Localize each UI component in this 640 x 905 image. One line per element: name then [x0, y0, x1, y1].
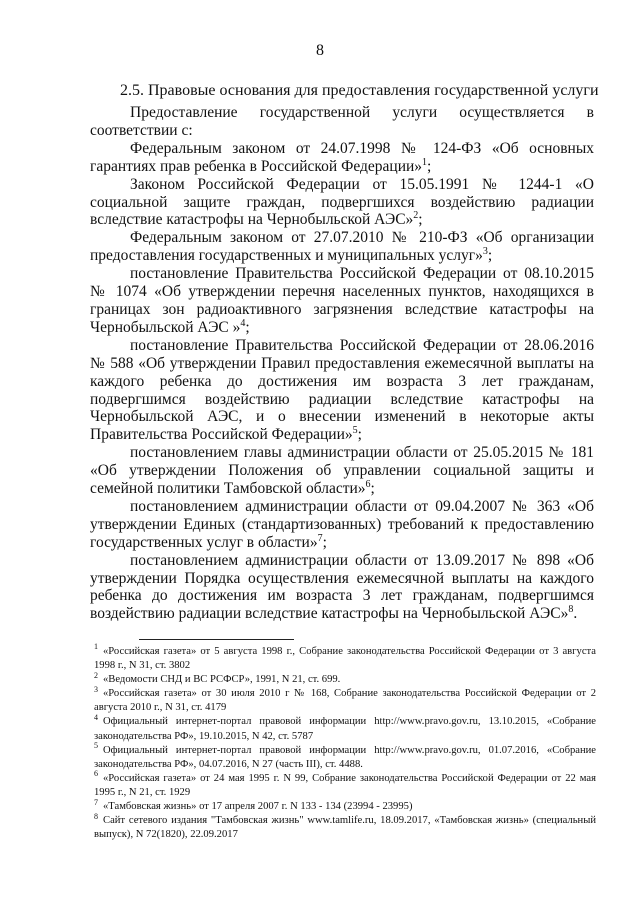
- footnote-text: «Ведомости СНД и ВС РСФСР», 1991, N 21, ст. 699.: [103, 674, 341, 686]
- footnote-separator: [139, 639, 294, 640]
- legal-basis-item: [90, 140, 594, 176]
- footnote-ref: 1: [422, 156, 428, 168]
- item-punctuation: ;: [370, 480, 375, 498]
- legal-basis-item: [90, 498, 594, 552]
- footnote-mark: 8: [94, 811, 98, 821]
- legal-basis-item: [90, 552, 594, 624]
- footnote: [94, 769, 596, 800]
- item-punctuation: ;: [418, 211, 423, 229]
- footnote: [94, 712, 596, 743]
- item-punctuation: ;: [427, 157, 432, 175]
- legal-basis-text: постановлением главы администрации области от 25.05.2015 № 181 «Об утверждении Положения об управлении социальной защиты и семейной политики Тамбовской области»: [90, 444, 594, 498]
- body-text: [90, 104, 594, 623]
- section-heading: 2.5. Правовые основания для предоставления государственной услуги: [120, 82, 599, 99]
- item-punctuation: ;: [322, 533, 327, 551]
- footnote-mark: 4: [94, 712, 98, 722]
- footnote-mark: 1: [94, 642, 98, 652]
- legal-basis-item: [90, 265, 594, 337]
- footnote-text: «Российская газета» от 30 июля 2010 г № 168, Собрание законодательства Российской Федерации от 2 августа 2010 г., N 31, ст. 4179: [94, 688, 596, 714]
- footnote-mark: 7: [94, 797, 98, 807]
- legal-basis-text: постановление Правительства Российской Федерации от 08.10.2015 № 1074 «Об утверждении перечня населенных пунктов, находящихся в границах зон радиоактивного загрязнения вследствие катастрофы на Чернобыльской АЭС »: [90, 265, 594, 336]
- footnote-text: «Российская газета» от 5 августа 1998 г., Собрание законодательства Российской Федерации от 3 августа 1998 г., N 31, ст. 3802: [94, 646, 596, 672]
- legal-basis-text: Федеральным законом от 24.07.1998 № 124-ФЗ «Об основных гарантиях прав ребенка в Российской Федерации»: [90, 139, 594, 175]
- footnote-ref: 5: [352, 425, 358, 437]
- footnote-text: Официальный интернет-портал правовой информации http://www.pravo.gov.ru, 13.10.2015, «Собрание законодательства РФ», 19.10.2015, N 42, ст. 5787: [94, 716, 596, 742]
- footnote-ref: 8: [568, 604, 574, 616]
- intro-paragraph: Предоставление государственной услуги осуществляется в соответствии с:: [90, 104, 594, 139]
- footnote: [94, 797, 596, 814]
- item-punctuation: ;: [487, 247, 493, 265]
- footnote: [94, 670, 596, 687]
- page-number: 8: [316, 42, 324, 59]
- footnote-mark: 3: [94, 684, 98, 694]
- footnote-mark: 6: [94, 769, 98, 779]
- footnote-ref: 6: [365, 478, 371, 490]
- footnote-text: «Тамбовская жизнь» от 17 апреля 2007 г. N 133 - 134 (23994 - 23995): [103, 801, 413, 813]
- footnote: [94, 684, 596, 715]
- footnote-text: Официальный интернет-портал правовой информации http://www.pravo.gov.ru, 01.07.2016, «Собрание законодательства РФ», 04.07.2016, N 27 (часть III), ст. 4488.: [94, 744, 596, 770]
- legal-basis-item: [90, 444, 594, 498]
- legal-basis-text: постановлением администрации области от 09.04.2007 № 363 «Об утверждении Единых (стандартизованных) требований к предоставлению государственных услуг в области»: [90, 497, 594, 551]
- legal-basis-text: постановление Правительства Российской Федерации от 28.06.2016 № 588 «Об утверждении Правил предоставления ежемесячной выплаты на каждого ребенка до достижения им возраста 3 лет гражданам, подвергшимся воздействию радиации вследствие катастрофы на Чернобыльской АЭС, и о внесении изменений в некоторые акты Правительства Российской Федерации»: [90, 336, 594, 444]
- footnote-text: «Российская газета» от 24 мая 1995 г. N 99, Собрание законодательства Российской Федерации от 22 мая 1995 г., N 21, ст. 1929: [94, 772, 596, 798]
- item-punctuation: ;: [245, 318, 250, 336]
- legal-basis-item: [90, 229, 594, 265]
- footnote-ref: 4: [240, 317, 246, 329]
- footnote: [94, 741, 596, 772]
- footnote-mark: 5: [94, 741, 98, 751]
- item-punctuation: ;: [357, 426, 362, 444]
- legal-basis-text: Законом Российской Федерации от 15.05.1991 № 1244-1 «О социальной защите граждан, подвергшихся воздействию радиации вследствие катастрофы на Чернобыльской АЭС»: [90, 175, 594, 229]
- footnote-ref: 2: [413, 210, 419, 222]
- legal-basis-item: [90, 337, 594, 444]
- footnote-ref: 3: [482, 246, 488, 258]
- legal-basis-item: [90, 176, 594, 230]
- legal-basis-text: постановлением администрации области от 13.09.2017 № 898 «Об утверждении Порядка осуществления ежемесячной выплаты на каждого ребенка до достижения им возраста 3 лет гражданам, подвергшимся воздействию радиации вследствие катастрофы на Чернобыльской АЭС»: [90, 551, 594, 623]
- item-punctuation: .: [573, 605, 578, 623]
- footnotes: [94, 642, 596, 842]
- footnote-ref: 7: [317, 532, 323, 544]
- footnote: [94, 811, 596, 842]
- footnote-mark: 2: [94, 670, 98, 680]
- legal-basis-text: Федеральным законом от 27.07.2010 № 210-ФЗ «Об организации предоставления государственных и муниципальных услуг»: [90, 229, 594, 265]
- footnote: [94, 642, 596, 673]
- footnote-text: Сайт сетевого издания "Тамбовская жизнь" www.tamlife.ru, 18.09.2017, «Тамбовская жизнь» (специальный выпуск), N 72(1820), 22.09.2017: [94, 815, 596, 841]
